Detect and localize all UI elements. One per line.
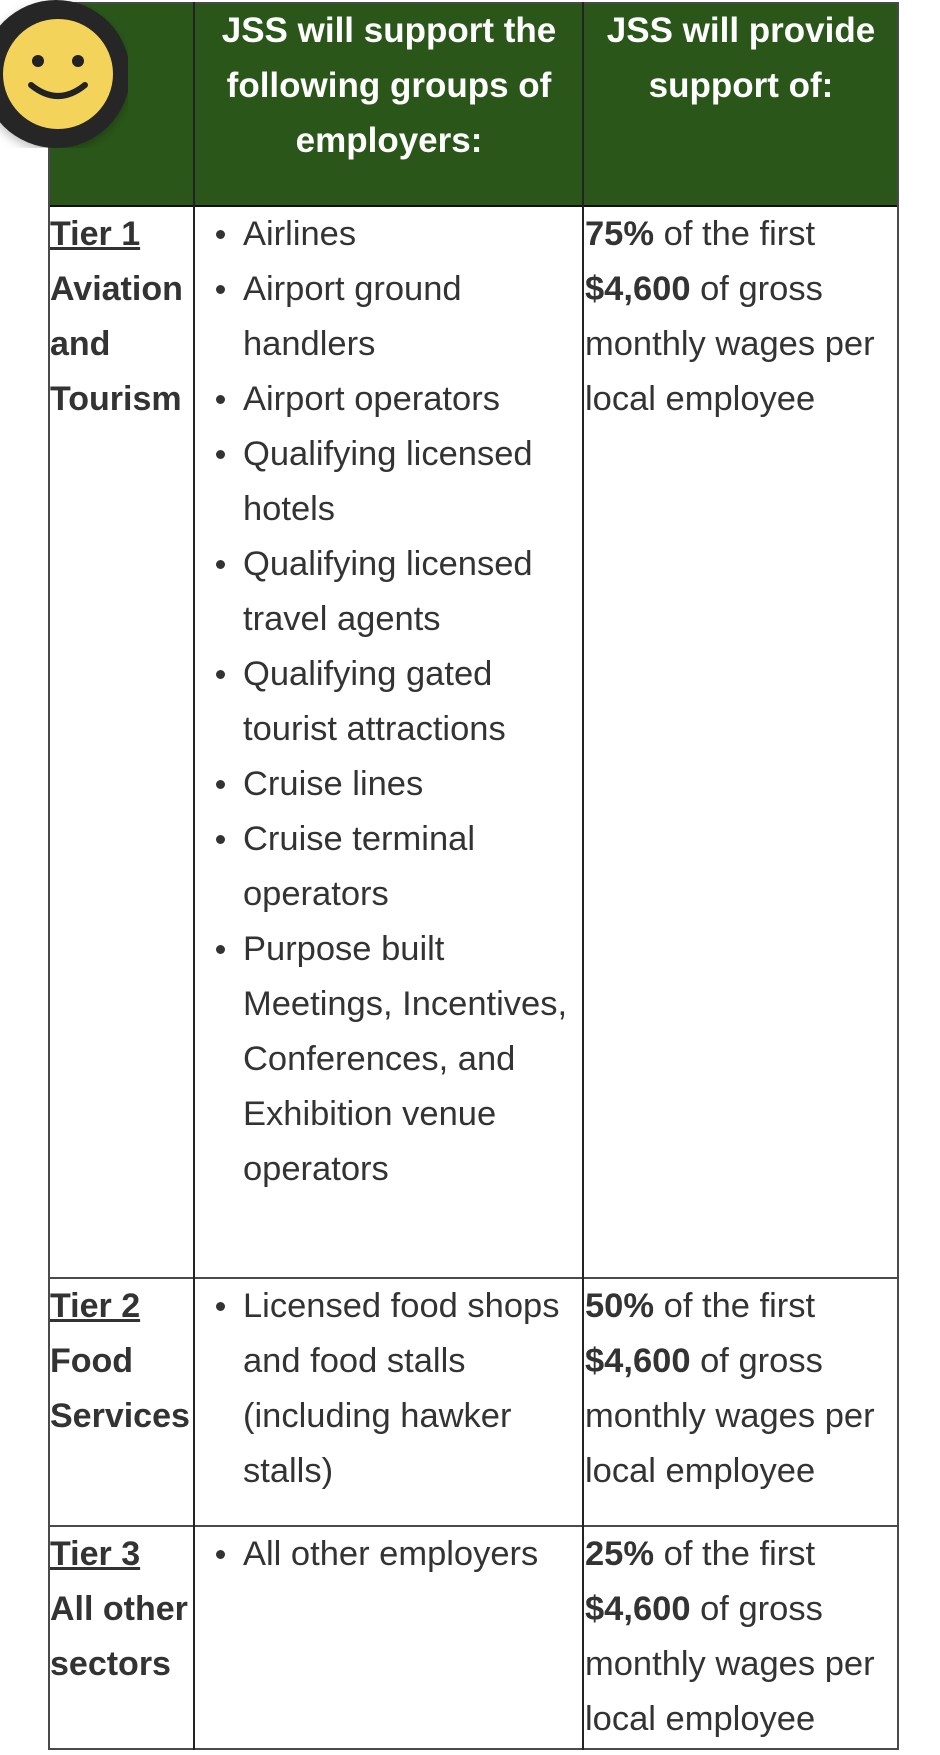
support-text: of the first	[654, 215, 816, 253]
tier-2-label	[50, 1279, 190, 1444]
support-percent: 75%	[585, 215, 655, 253]
tier-3-support-text	[585, 1527, 900, 1747]
list-item: Qualifying licensed hotels	[194, 427, 579, 537]
list-item: All other employers	[194, 1527, 579, 1582]
support-text: of gross monthly wages per local employee	[585, 270, 875, 418]
list-item: Airport operators	[194, 372, 579, 427]
tier-number: Tier 3	[50, 1535, 141, 1573]
tier-name: Food Services	[50, 1342, 190, 1435]
list-item: Airport ground handlers	[194, 262, 579, 372]
list-item: Qualifying gated tourist attractions	[194, 647, 579, 757]
support-text: of the first	[654, 1535, 816, 1573]
row-divider	[48, 1748, 899, 1750]
tier-1-group-list	[194, 207, 579, 1197]
column-divider	[582, 2, 584, 1750]
tier-1-label	[50, 207, 190, 427]
list-item: Cruise lines	[194, 757, 579, 812]
tier-name: All other sectors	[50, 1590, 188, 1683]
tier-2-group-list	[194, 1279, 579, 1499]
tier-name: Aviation and Tourism	[50, 270, 183, 418]
list-item: Licensed food shops and food stalls (including hawker stalls)	[194, 1279, 579, 1499]
list-item: Qualifying licensed travel agents	[194, 537, 579, 647]
support-percent: 25%	[585, 1535, 655, 1573]
support-percent: 50%	[585, 1287, 655, 1325]
header-groups-cell: JSS will support the following groups of employers:	[221, 11, 557, 160]
support-amount: $4,600	[585, 1590, 691, 1628]
tier-3-group-list	[194, 1527, 579, 1582]
support-text: of gross monthly wages per local employee	[585, 1590, 875, 1738]
support-amount: $4,600	[585, 270, 691, 308]
support-text: of gross monthly wages per local employee	[585, 1342, 875, 1490]
list-item: Airlines	[194, 207, 579, 262]
support-text: of the first	[654, 1287, 816, 1325]
support-amount: $4,600	[585, 1342, 691, 1380]
tier-number: Tier 1	[50, 215, 141, 253]
header-support-cell: JSS will provide support of:	[606, 11, 876, 105]
list-item: Purpose built Meetings, Incentives, Conferences, and Exhibition venue operators	[194, 922, 579, 1197]
list-item: Cruise terminal operators	[194, 812, 579, 922]
tier-1-support-text	[585, 207, 900, 427]
tier-3-label	[50, 1527, 190, 1692]
tier-2-support-text	[585, 1279, 900, 1499]
smiley-face-icon[interactable]	[0, 0, 128, 148]
tier-number: Tier 2	[50, 1287, 141, 1325]
